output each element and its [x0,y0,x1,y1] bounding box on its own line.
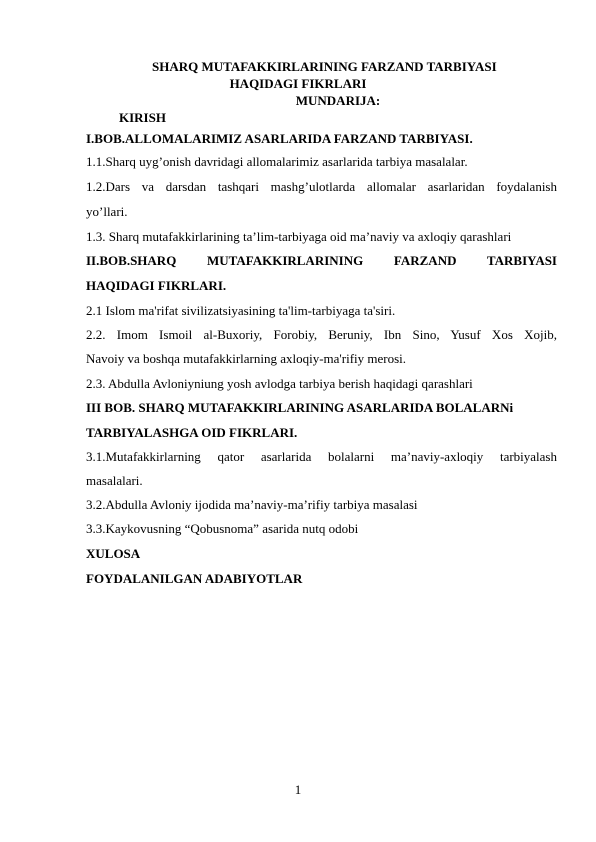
title-line-1: SHARQ MUTAFAKKIRLARINING FARZAND TARBIYASI [152,59,497,74]
chapter-1-entry: I.BOB.ALLOMALARIMIZ ASARLARIDA FARZAND TARBIYASI. [86,131,473,146]
toc-item-2-1: 2.1 Islom ma'rifat sivilizatsiyasining ta'lim-tarbiyaga ta'siri. [86,303,396,318]
toc-item-3-1-line-2: masalalari. [86,473,143,488]
toc-item-1-3: 1.3. Sharq mutafakkirlarining ta’lim-tarbiyaga oid ma’naviy va axloqiy qarashlari [86,229,512,244]
toc-item-2-2-line-1: 2.2. Imom Ismoil al-Buxoriy, Forobiy, Beruniy, Ibn Sino, Yusuf Xos Xojib, [86,327,557,342]
intro-entry: KIRISH [119,110,166,125]
toc-item-1-2-line-1: 1.2.Dars va darsdan tashqari mashg’ulotlarda allomalar asarlaridan foydalanish [86,179,557,194]
toc-item-3-3: 3.3.Kaykovusning “Qobusnoma” asarida nutq odobi [86,521,359,536]
toc-item-2-3: 2.3. Abdulla Avloniyniung yosh avlodga tarbiya berish haqidagi qarashlari [86,376,473,391]
toc-item-3-1-line-1: 3.1.Mutafakkirlarning qator asarlarida bolalarni ma’naviy-axloqiy tarbiyalash [86,449,557,464]
toc-item-2-2-line-2: Navoiy va boshqa mutafakkirlarning axloqiy-ma'rifiy merosi. [86,351,407,366]
chapter-2-entry-line-2: HAQIDAGI FIKRLARI. [86,278,227,293]
toc-item-1-2-line-2: yo’llari. [86,204,128,219]
chapter-3-entry-line-2: TARBIYALASHGA OID FIKRLARI. [86,425,298,440]
chapter-2-entry-line-1: II.BOB.SHARQ MUTAFAKKIRLARINING FARZAND TARBIYASI [86,253,557,268]
conclusion-entry: XULOSA [86,546,141,561]
title-line-2: HAQIDAGI FIKRLARI [229,76,367,91]
contents-heading: MUNDARIJA: [295,93,381,108]
toc-item-1-1: 1.1.Sharq uyg’onish davridagi allomalarimiz asarlarida tarbiya masalalar. [86,154,468,169]
toc-item-3-2: 3.2.Abdulla Avloniy ijodida ma’naviy-ma’rifiy tarbiya masalasi [86,497,418,512]
chapter-3-entry-line-1: III BOB. SHARQ MUTAFAKKIRLARINING ASARLARIDA BOLALARNi [86,400,514,415]
references-entry: FOYDALANILGAN ADABIYOTLAR [86,571,303,586]
page-number: 1 [294,782,302,797]
